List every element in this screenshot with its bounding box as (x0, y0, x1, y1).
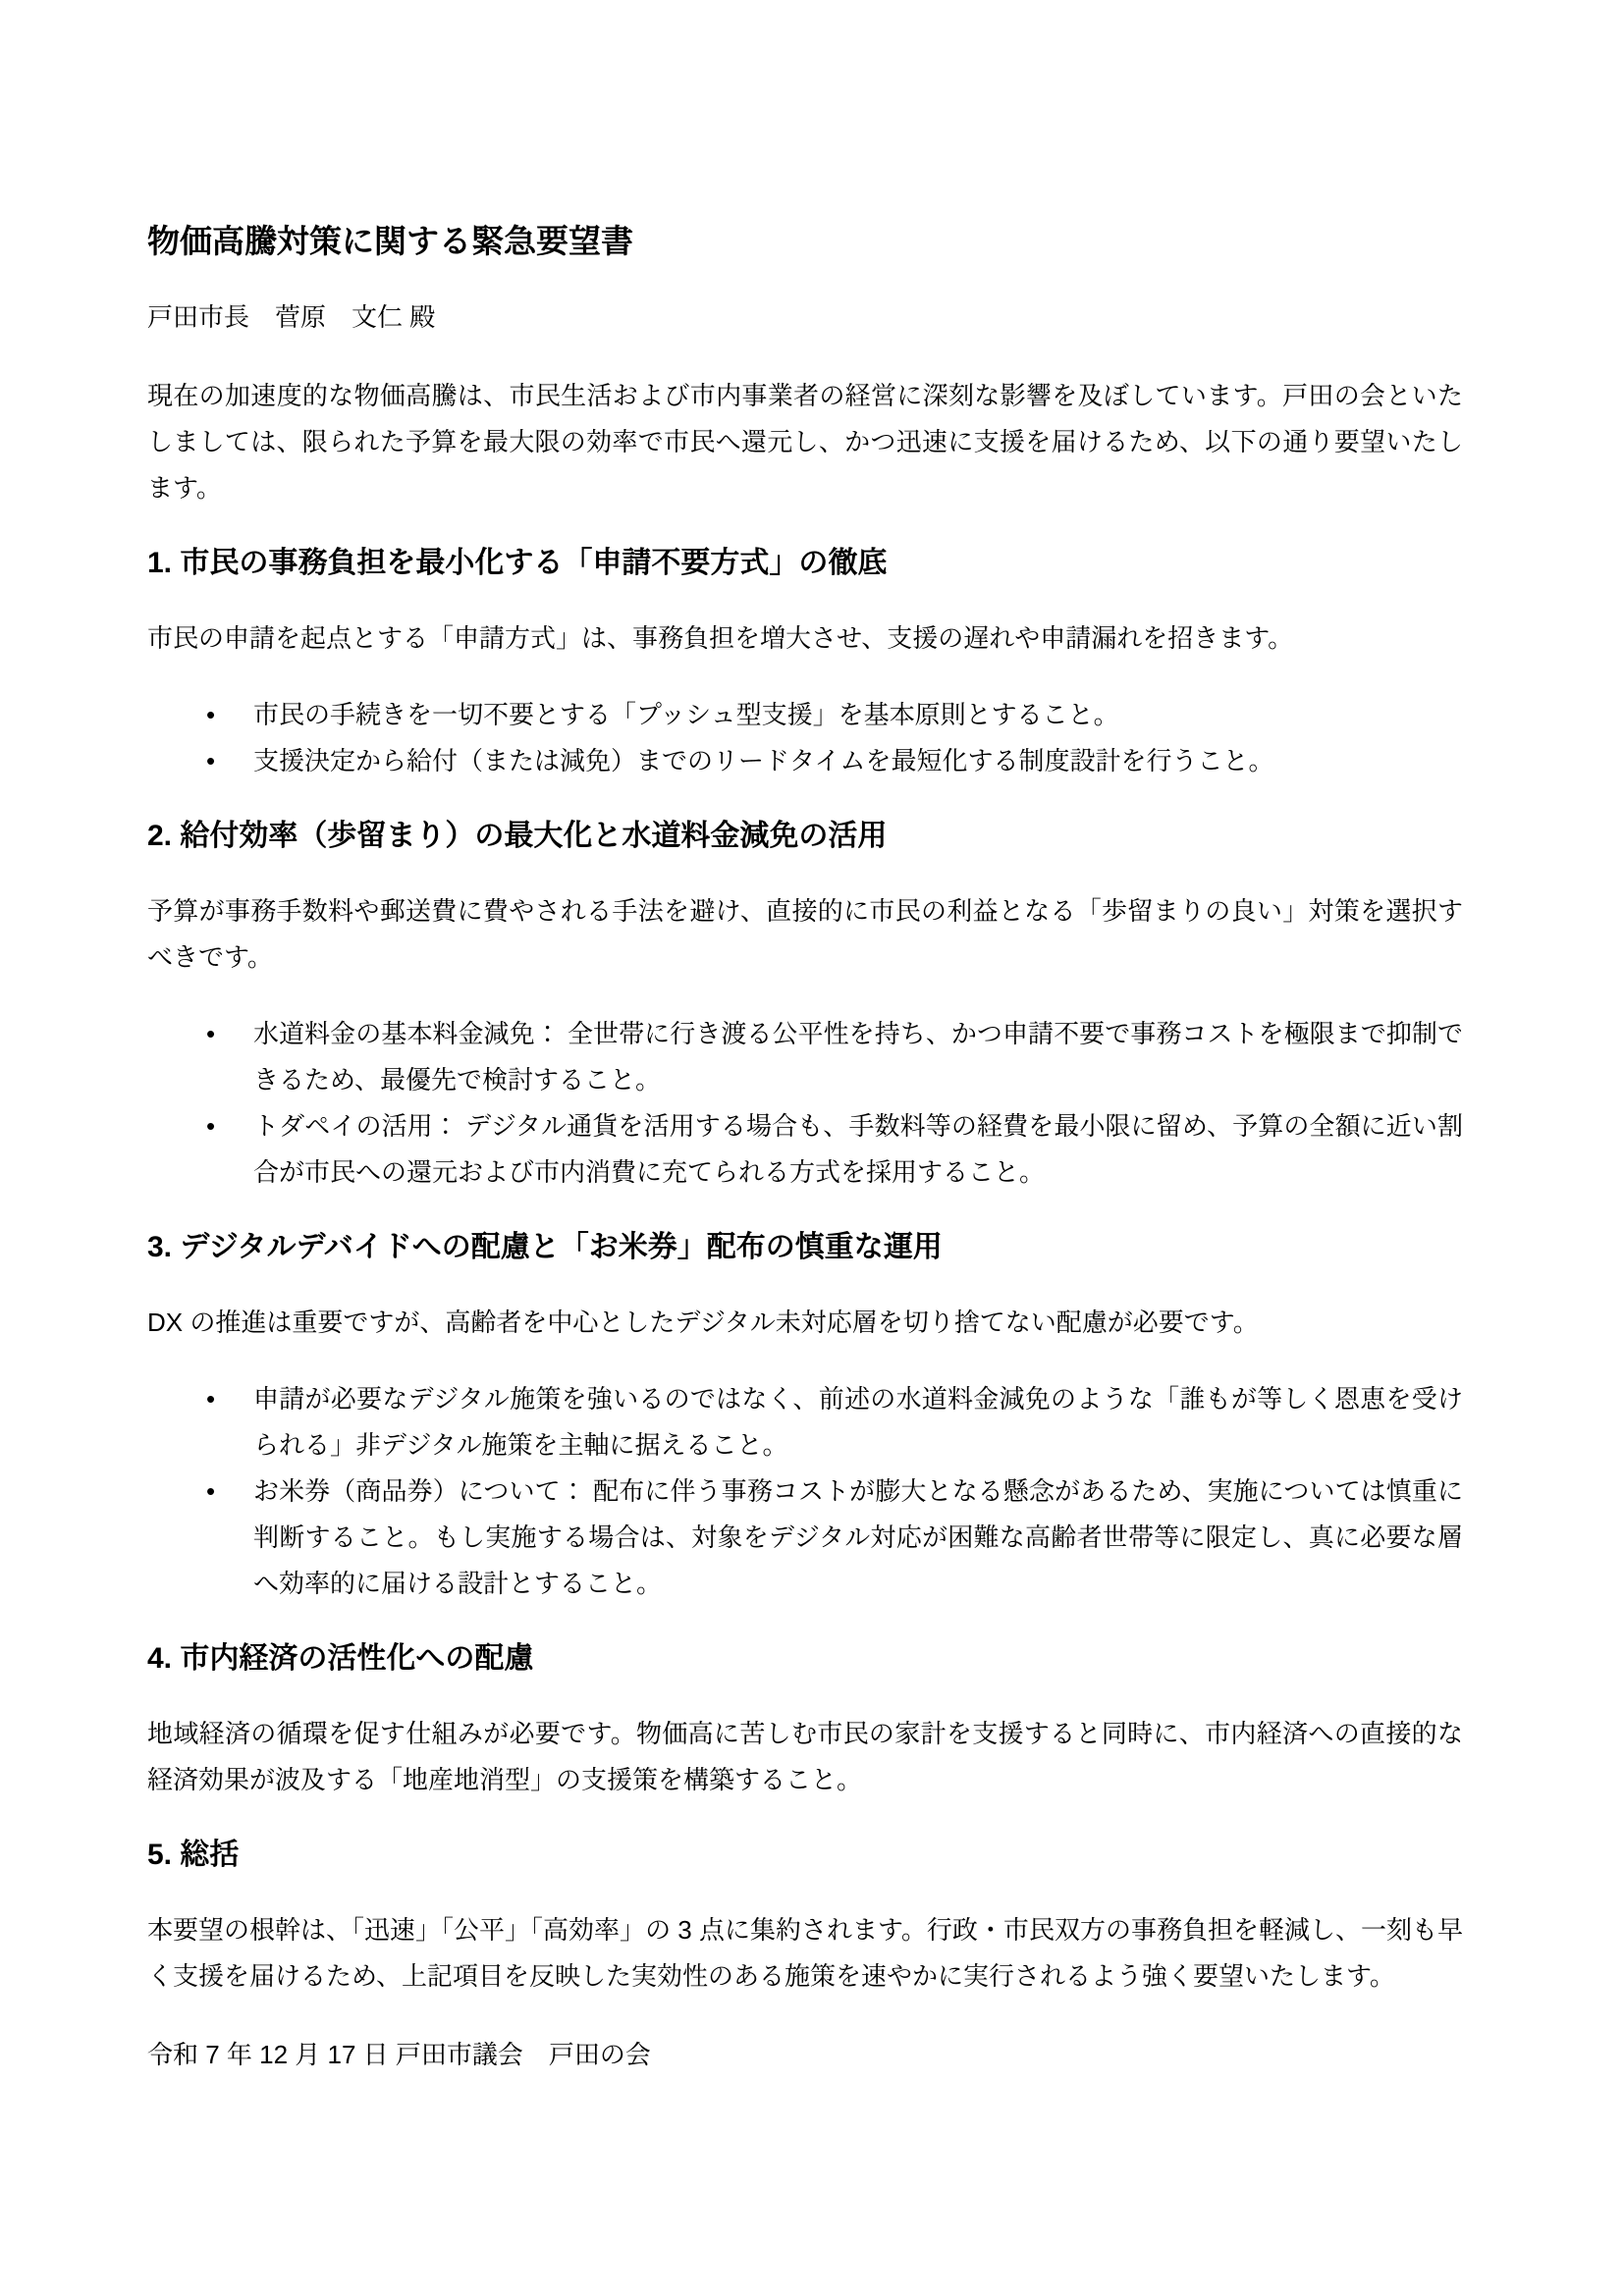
section-5-body: 本要望の根幹は、「迅速」「公平」「高効率」の 3 点に集約されます。行政・市民双方の事務負担を軽減し、一刻も早く支援を届けるため、上記項目を反映した実効性のある施策を速やかに実行されるよう強く要望いたします。 (147, 1915, 1463, 1991)
section-2-bullet-list (147, 1011, 1463, 1196)
section-5 (147, 1836, 1463, 2000)
bullet-list-item (206, 1468, 1463, 1607)
bullet-icon: • (206, 1111, 216, 1141)
bullet-list-item (206, 1376, 1463, 1468)
section-2 (147, 817, 1463, 1196)
section-1-body: 市民の申請を起点とする「申請方式」は、事務負担を増大させ、支援の遅れや申請漏れを招きます。 (147, 623, 1294, 653)
section-4 (147, 1639, 1463, 1803)
section-2-heading: 2. 給付効率（歩留まり）の最大化と水道料金減免の活用 (147, 820, 888, 852)
bullet-icon: • (206, 1476, 216, 1506)
addressee-line: 戸田市長 菅原 文仁 殿 (147, 302, 436, 332)
section-3-body: DX の推進は重要ですが、高齢者を中心としたデジタル未対応層を切り捨てない配慮が必要です。 (147, 1308, 1259, 1337)
bullet-icon: • (206, 746, 216, 775)
bullet-text: お米券（商品券）について： 配布に伴う事務コストが膨大となる懸念があるため、実施については慎重に判断すること。もし実施する場合は、対象をデジタル対応が困難な高齢者世帯等に限定し、真に必要な層へ効率的に届ける設計とすること。 (253, 1476, 1463, 1598)
bullet-text: 市民の手続きを一切不要とする「プッシュ型支援」を基本原則とすること。 (253, 700, 1119, 729)
bullet-icon: • (206, 700, 216, 729)
bullet-text: 支援決定から給付（または減免）までのリードタイムを最短化する制度設計を行うこと。 (253, 746, 1274, 775)
date-signature-line: 令和 7 年 12 月 17 日 戸田市議会 戸田の会 (147, 2040, 651, 2069)
intro-paragraph: 現在の加速度的な物価高騰は、市民生活および市内事業者の経営に深刻な影響を及ぼしています。戸田の会といたしましては、限られた予算を最大限の効率で市民へ還元し、かつ迅速に支援を届けるため、以下の通り要望いたします。 (147, 381, 1463, 503)
section-3 (147, 1228, 1463, 1607)
bullet-text: 申請が必要なデジタル施策を強いるのではなく、前述の水道料金減免のような「誰もが等しく恩恵を受けられる」非デジタル施策を主軸に据えること。 (253, 1384, 1463, 1460)
bullet-text: トダペイの活用： デジタル通貨を活用する場合も、手数料等の経費を最小限に留め、予算の全額に近い割合が市民への還元および市内消費に充てられる方式を採用すること。 (253, 1111, 1464, 1187)
section-4-heading: 4. 市内経済の活性化への配慮 (147, 1642, 534, 1675)
section-1 (147, 544, 1463, 784)
section-5-heading: 5. 総括 (147, 1839, 240, 1871)
section-3-heading: 3. デジタルデバイドへの配慮と「お米券」配布の慎重な運用 (147, 1231, 943, 1263)
bullet-icon: • (206, 1384, 216, 1414)
bullet-text: 水道料金の基本料金減免： 全世帯に行き渡る公平性を持ち、かつ申請不要で事務コストを極限まで抑制できるため、最優先で検討すること。 (253, 1019, 1463, 1095)
bullet-list-item (206, 692, 1463, 738)
section-1-bullet-list (147, 692, 1463, 784)
bullet-list-item (206, 738, 1463, 784)
bullet-list-item (206, 1011, 1463, 1103)
section-2-body: 予算が事務手数料や郵送費に費やされる手法を避け、直接的に市民の利益となる「歩留まりの良い」対策を選択すべきです。 (147, 896, 1463, 972)
bullet-icon: • (206, 1019, 216, 1048)
section-1-heading: 1. 市民の事務負担を最小化する「申請不要方式」の徹底 (147, 547, 888, 579)
bullet-list-item (206, 1103, 1463, 1196)
document-title: 物価高騰対策に関する緊急要望書 (147, 223, 633, 259)
section-3-bullet-list (147, 1376, 1463, 1607)
section-4-body: 地域経済の循環を促す仕組みが必要です。物価高に苦しむ市民の家計を支援すると同時に、市内経済への直接的な経済効果が波及する「地産地消型」の支援策を構築すること。 (147, 1719, 1463, 1794)
